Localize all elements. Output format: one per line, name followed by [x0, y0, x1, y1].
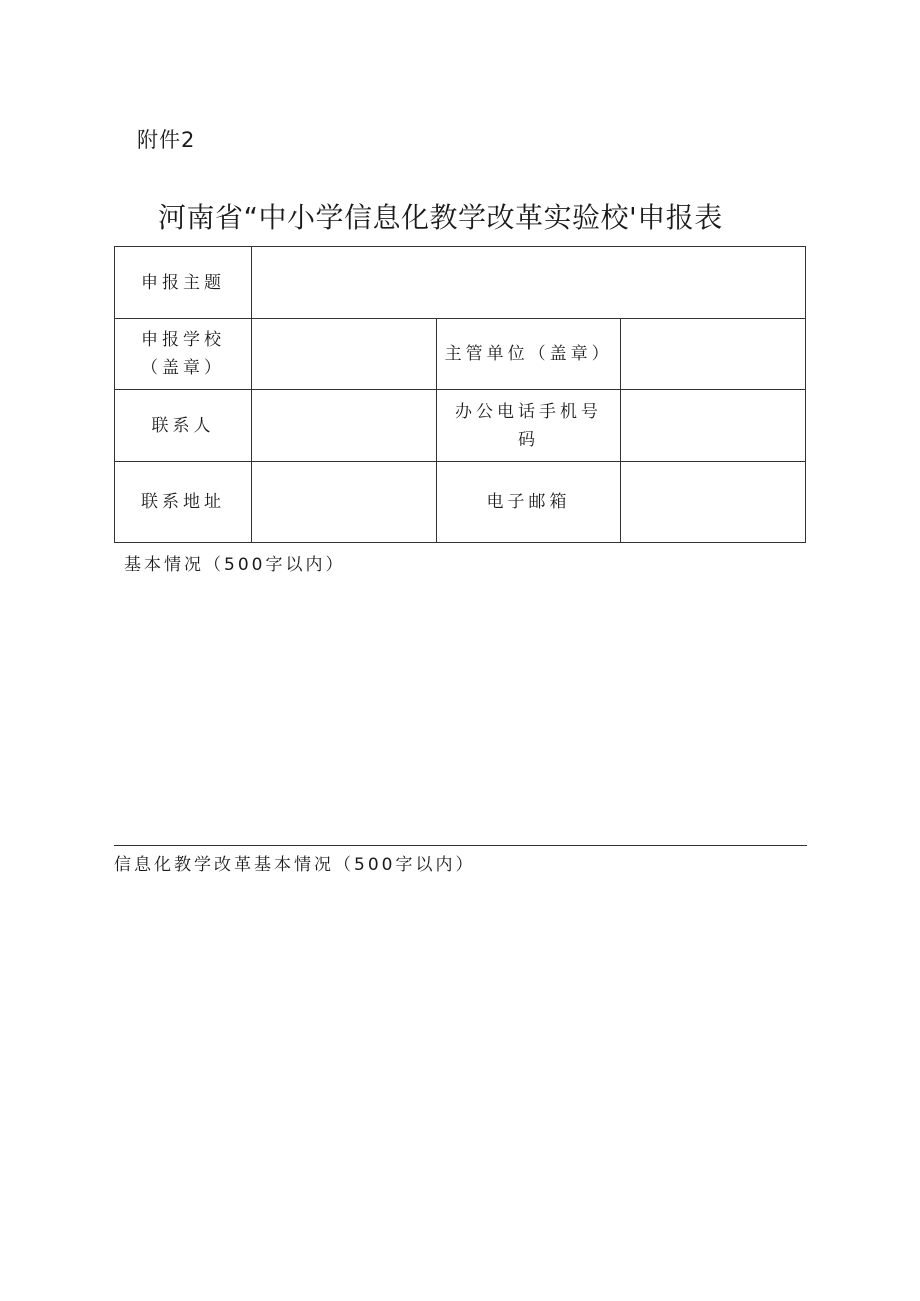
basic-info-label: 基本情况（500字以内）: [124, 555, 346, 575]
contact-field[interactable]: [252, 390, 437, 462]
address-label: [115, 462, 252, 543]
school-label-text: 申报学校（盖章）: [141, 330, 225, 378]
address-label-text: 联系地址: [141, 492, 225, 512]
attachment-label: 附件2: [137, 128, 196, 152]
phone-field[interactable]: [621, 390, 806, 462]
contact-label: [115, 390, 252, 462]
authority-label: [436, 319, 621, 390]
address-field[interactable]: [252, 462, 437, 543]
phone-label: [436, 390, 621, 462]
school-label: [115, 319, 252, 390]
email-label: [436, 462, 621, 543]
form-row-address: [115, 462, 806, 543]
contact-label-text: 联系人: [151, 415, 215, 436]
email-field[interactable]: [621, 462, 806, 543]
topic-label: [115, 247, 252, 319]
topic-label-text: 申报主题: [141, 272, 225, 293]
school-field[interactable]: [252, 319, 437, 390]
form-row-topic: [115, 247, 806, 319]
form-row-school: [115, 319, 806, 390]
authority-field[interactable]: [621, 319, 806, 390]
page-title: 河南省“中小学信息化教学改革实验校'申报表: [158, 201, 723, 234]
application-form-table: [114, 246, 806, 543]
section-divider: [114, 845, 807, 846]
authority-label-text: 主管单位（盖章）: [444, 344, 613, 364]
form-row-contact: [115, 390, 806, 462]
email-label-text: 电子邮箱: [486, 492, 571, 512]
phone-label-text: 办公电话手机号码: [454, 401, 602, 450]
topic-field[interactable]: [252, 247, 806, 319]
reform-info-label: 信息化教学改革基本情况（500字以内）: [114, 855, 476, 875]
